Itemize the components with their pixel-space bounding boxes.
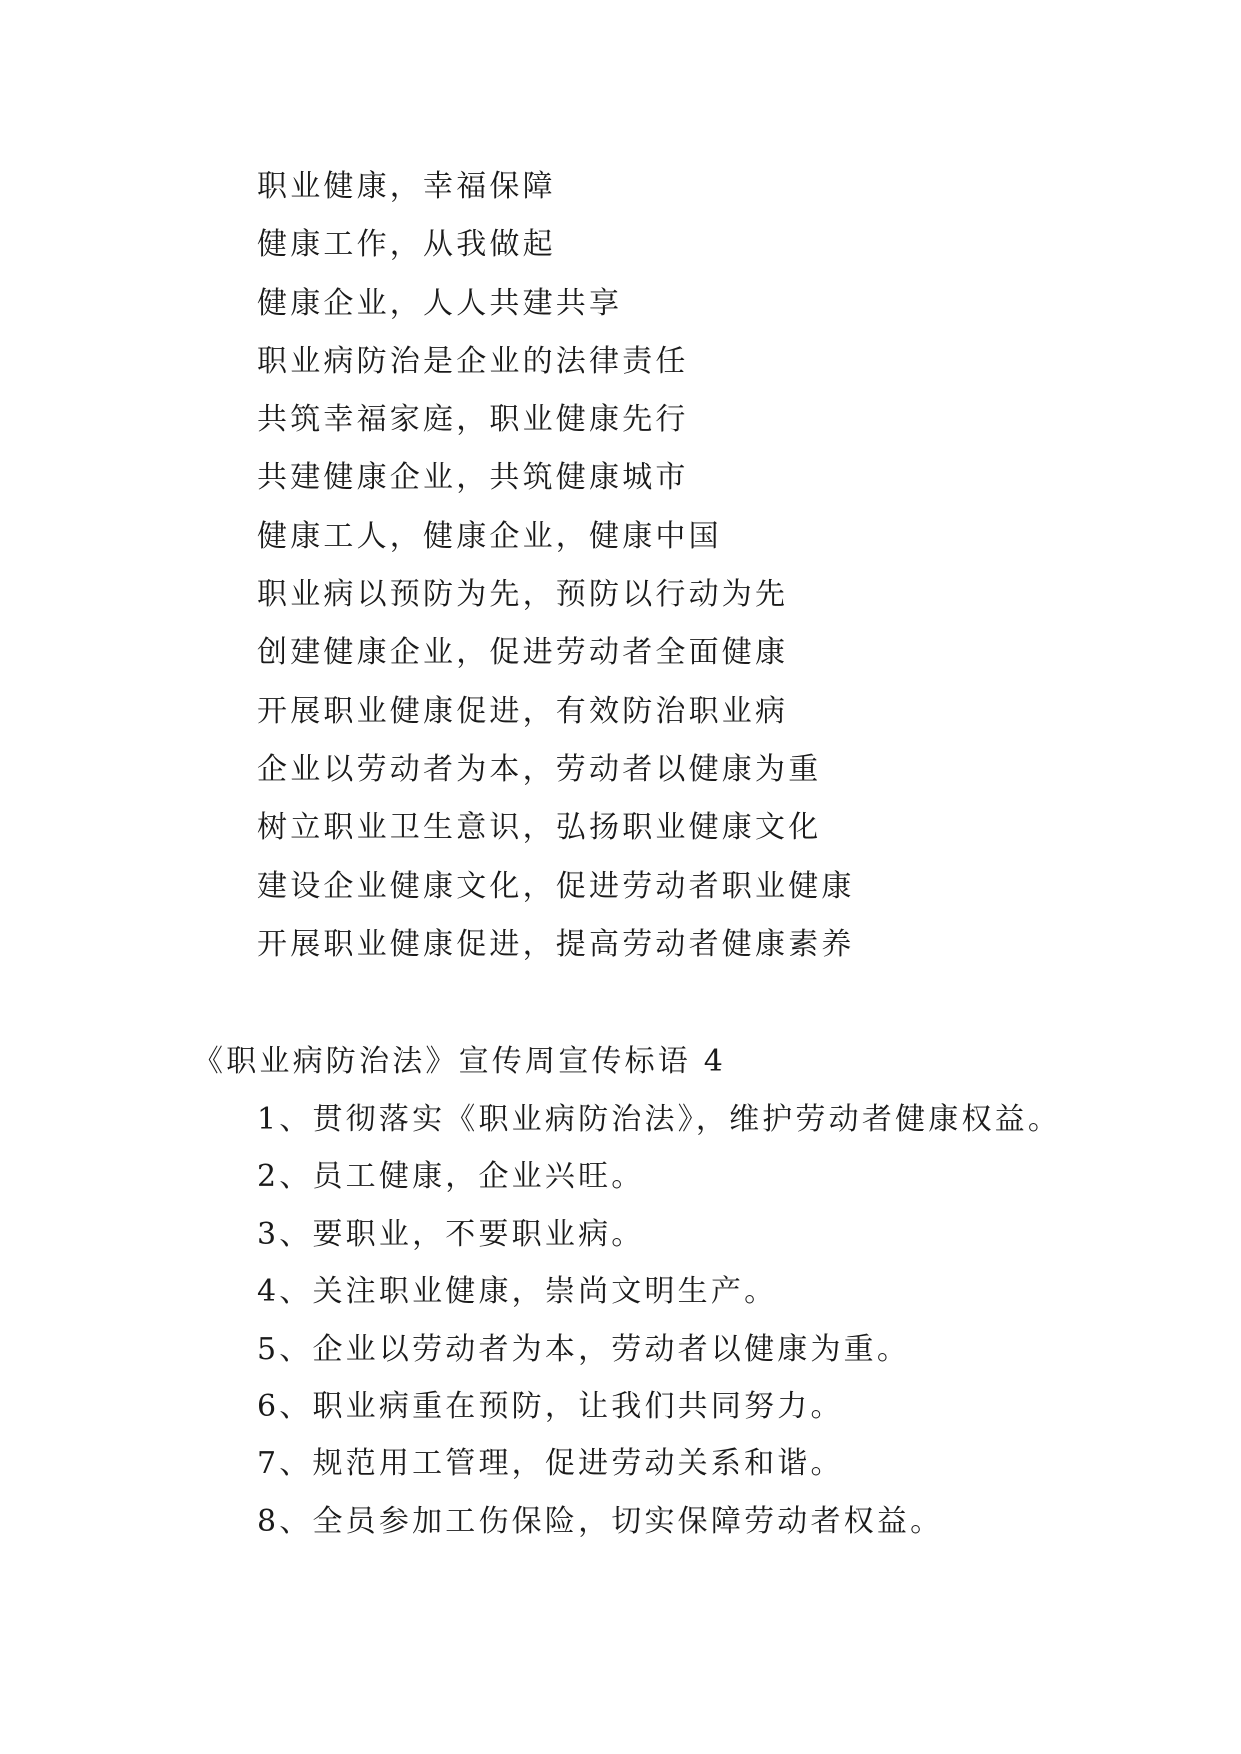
numbered-slogan-item: 5、企业以劳动者为本，劳动者以健康为重。 [257,1331,911,1367]
slogan-line: 创建健康企业，促进劳动者全面健康 [257,635,789,671]
numbered-slogan-item: 6、职业病重在预防，让我们共同努力。 [257,1388,844,1424]
numbered-slogan-item: 7、规范用工管理，促进劳动关系和谐。 [257,1446,844,1482]
slogan-line: 健康企业，人人共建共享 [257,285,623,321]
numbered-slogan-item: 4、关注职业健康，崇尚文明生产。 [257,1274,778,1310]
slogan-line: 企业以劳动者为本，劳动者以健康为重 [257,751,822,787]
slogan-line: 职业病防治是企业的法律责任 [257,343,689,379]
numbered-slogan-item: 8、全员参加工伤保险，切实保障劳动者权益。 [257,1503,944,1539]
slogan-line: 共建健康企业，共筑健康城市 [257,460,689,496]
slogan-line: 树立职业卫生意识，弘扬职业健康文化 [257,810,822,846]
numbered-slogan-item: 1、贯彻落实《职业病防治法》，维护劳动者健康权益。 [257,1102,1062,1137]
numbered-slogan-item: 2、员工健康，企业兴旺。 [257,1159,645,1195]
numbered-slogan-item: 3、要职业，不要职业病。 [257,1216,645,1252]
slogan-line: 开展职业健康促进，有效防治职业病 [257,693,789,729]
section-title: 《职业病防治法》宣传周宣传标语 4 [193,1044,727,1079]
slogan-line: 职业病以预防为先，预防以行动为先 [257,577,789,613]
slogan-line: 开展职业健康促进，提高劳动者健康素养 [257,926,855,962]
slogan-line: 建设企业健康文化，促进劳动者职业健康 [257,868,855,904]
slogan-list [257,158,855,974]
slogan-line: 健康工人，健康企业，健康中国 [257,518,722,554]
slogan-line: 共筑幸福家庭，职业健康先行 [257,402,689,438]
slogan-line: 健康工作，从我做起 [257,227,556,263]
slogan-line: 职业健康，幸福保障 [257,169,556,204]
numbered-slogan-list [257,1091,1061,1550]
